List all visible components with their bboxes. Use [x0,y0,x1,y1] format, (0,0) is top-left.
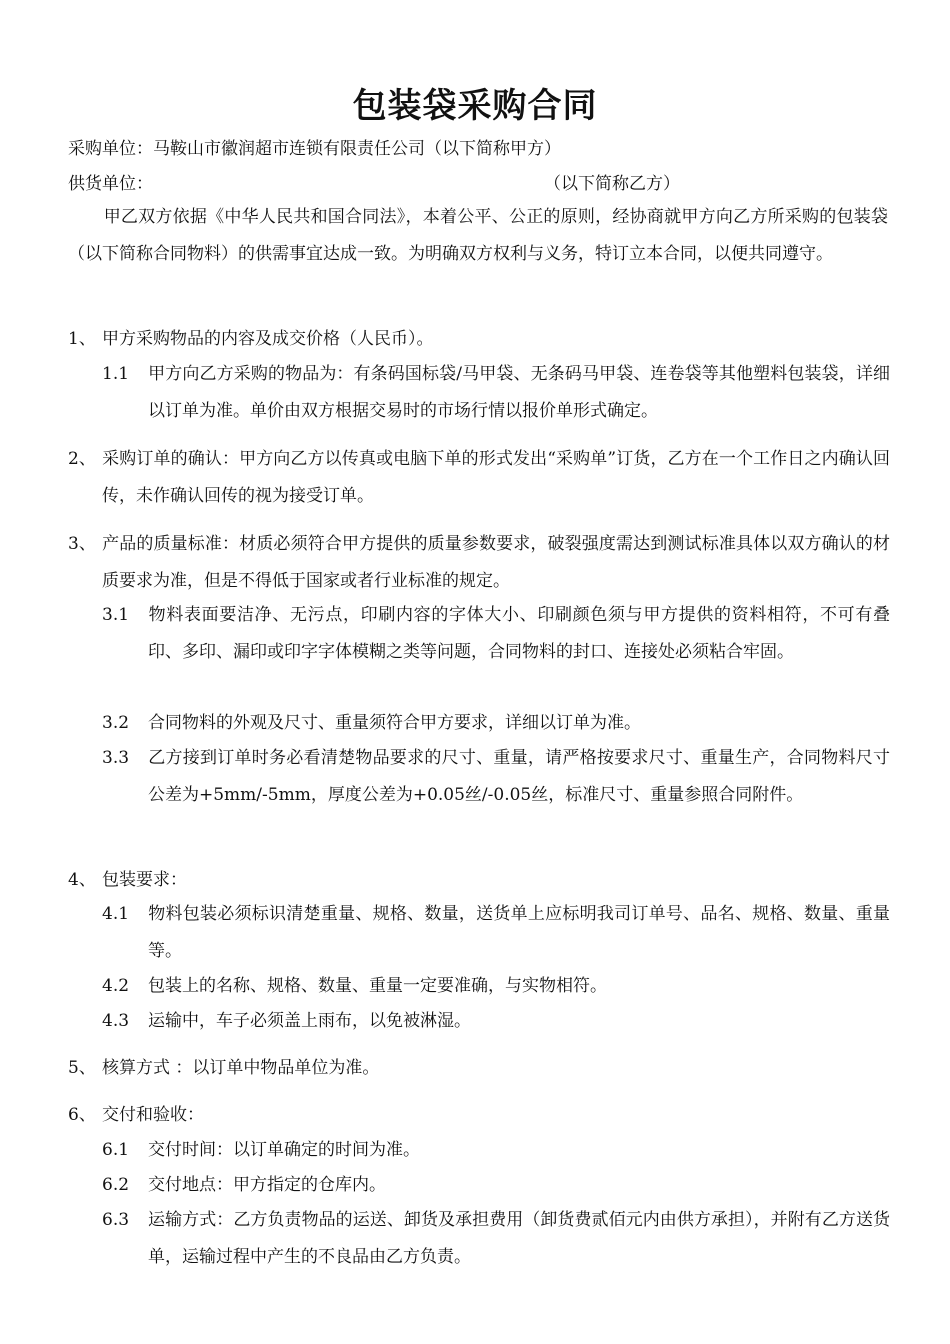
clause-3-2 [102,705,890,742]
section-number: 2、 [68,449,96,469]
section-number: 6、 [68,1105,96,1125]
clause-text: 交付地点：甲方指定的仓库内。 [148,1175,386,1195]
section-1 [68,321,890,358]
clause-4-3 [102,1003,890,1040]
clause-6-2 [102,1167,890,1204]
clause-number: 6.3 [102,1210,130,1230]
clause-6-3 [102,1202,890,1276]
clause-text: 包装上的名称、规格、数量、重量一定要准确，与实物相符。 [148,976,607,996]
section-text: 产品的质量标准：材质必须符合甲方提供的质量参数要求，破裂强度需达到测试标准具体以双方确认的材质要求为准，但是不得低于国家或者行业标准的规定。 [102,534,890,591]
clause-text: 交付时间：以订单确定的时间为准。 [148,1140,420,1160]
section-text: 采购订单的确认：甲方向乙方以传真或电脑下单的形式发出“采购单”订货，乙方在一个工作日之内确认回传，未作确认回传的视为接受订单。 [102,449,890,506]
section-2 [68,441,890,515]
clause-text: 合同物料的外观及尺寸、重量须符合甲方要求，详细以订单为准。 [148,713,641,733]
clause-number: 6.2 [102,1175,130,1195]
clause-number: 4.1 [102,904,130,924]
clause-text: 运输中，车子必须盖上雨布，以免被淋湿。 [148,1011,471,1031]
supplier-suffix: （以下简称乙方） [544,174,680,194]
clause-number: 4.3 [102,1011,130,1031]
clause-number: 3.3 [102,748,130,768]
section-text: 甲方采购物品的内容及成交价格（人民币）。 [102,329,434,349]
section-3 [68,526,890,600]
clause-3-1 [102,597,890,671]
page-title: 包装袋采购合同 [352,86,598,126]
buyer-line: 采购单位：马鞍山市徽润超市连锁有限责任公司（以下简称甲方） [68,139,561,159]
clause-text: 物料包装必须标识清楚重量、规格、数量，送货单上应标明我司订单号、品名、规格、数量、重量等。 [148,904,890,961]
supplier-line [68,172,888,196]
clause-number: 3.2 [102,713,130,733]
clause-number: 1.1 [102,364,130,384]
section-6 [68,1097,890,1134]
section-text: 核算方式 ：以订单中物品单位为准。 [102,1058,380,1078]
clause-4-2 [102,968,890,1005]
clause-6-1 [102,1132,890,1169]
intro-paragraph: 甲乙双方依据《中华人民共和国合同法》，本着公平、公正的原则，经协商就甲方向乙方所采购的包装袋（以下简称合同物料）的供需事宜达成一致。为明确双方权利与义务，特订立本合同，以便共同遵守。 [68,207,888,264]
section-4 [68,862,890,899]
clause-number: 3.1 [102,605,130,625]
clause-number: 4.2 [102,976,130,996]
clause-number: 6.1 [102,1140,130,1160]
clause-3-3 [102,740,890,814]
section-text: 包装要求： [102,870,187,890]
section-number: 5、 [68,1058,96,1078]
clause-text: 乙方接到订单时务必看清楚物品要求的尺寸、重量，请严格按要求尺寸、重量生产，合同物料尺寸公差为+5mm/-5mm，厚度公差为+0.05丝/-0.05丝，标准尺寸、重量参照合同附件。 [148,748,890,805]
supplier-label: 供货单位： [68,174,153,194]
section-text: 交付和验收： [102,1105,204,1125]
section-number: 4、 [68,870,96,890]
clause-1-1 [102,356,890,430]
clause-text: 运输方式：乙方负责物品的运送、卸货及承担费用（卸货费贰佰元内由供方承担），并附有乙方送货单，运输过程中产生的不良品由乙方负责。 [148,1210,890,1267]
clause-text: 物料表面要洁净、无污点，印刷内容的字体大小、印刷颜色须与甲方提供的资料相符，不可有叠印、多印、漏印或印字字体模糊之类等问题，合同物料的封口、连接处必须粘合牢固。 [148,605,890,662]
section-5 [68,1050,890,1087]
clause-text: 甲方向乙方采购的物品为：有条码国标袋/马甲袋、无条码马甲袋、连卷袋等其他塑料包装袋，详细以订单为准。单价由双方根据交易时的市场行情以报价单形式确定。 [148,364,890,421]
section-number: 1、 [68,329,96,349]
section-number: 3、 [68,534,96,554]
clause-4-1 [102,896,890,970]
